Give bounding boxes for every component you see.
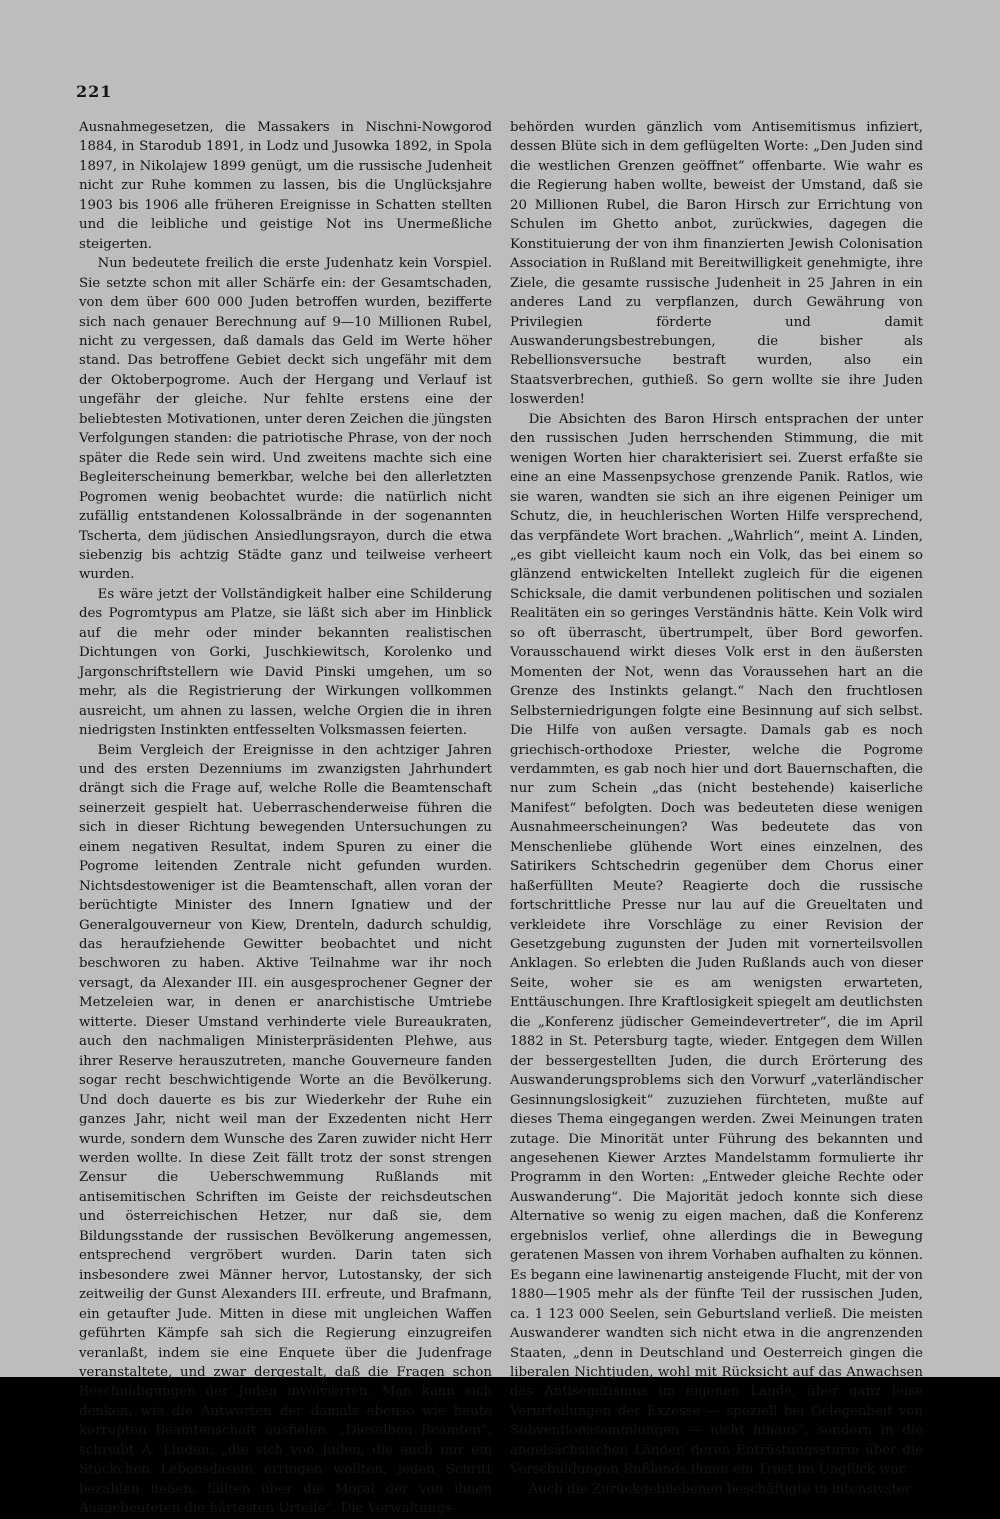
- page-number: 221: [76, 82, 113, 101]
- paragraph: Beim Vergleich der Ereignisse in den achtziger Jahren und des ersten Dezenniums im zwanzigsten Jahrhundert drängt sich die Frage auf, welche Rolle die Beamtenschaft seinerzeit gespielt hat. Ueberraschenderweise führen die sich in dieser Richtung bewegenden Untersuchungen zu einem negativen Resultat, indem Spuren zu einer die Pogrome leitenden Zentrale nicht gefunden wurden. Nichtsdestoweniger ist die Beamtenschaft, allen voran der berüchtigte Minister des Innern Ignatiew und der Generalgouverneur von Kiew, Drenteln, dadurch schuldig, das heraufziehende Gewitter beobachtet und nicht beschworen zu haben. Aktive Teilnahme war ihr noch versagt, da Alexander III. ein ausgesprochener Gegner der Metzeleien war, in denen er anarchistische Umtriebe witterte. Dieser Umstand verhinderte viele Bureaukraten, auch den nachmaligen Ministerpräsidenten Plehwe, aus ihrer Reserve herauszutreten, manche Gouverneure fanden sogar recht beschwichtigende Worte an die Bevölkerung. Und doch dauerte es bis zur Wiederkehr der Ruhe ein ganzes Jahr, nicht weil man der Exzedenten nicht Herr wurde, sondern dem Wunsche des Zaren zuwider nicht Herr werden wollte. In diese Zeit fällt trotz der sonst strengen Zensur die Ueberschwemmung Rußlands mit antisemitischen Schriften im Geiste der reichsdeutschen und österreichischen Hetzer, nur daß sie, dem Bildungsstande der russischen Bevölkerung angemessen, entsprechend vergröbert wurden. Darin taten sich insbesondere zwei Männer hervor, Lutostansky, der sich zeitweilig der Gunst Alexanders III. erfreute, und Brafmann, ein getaufter Jude. Mitten in diese mit ungleichen Waffen geführten Kämpfe sah sich die Regierung einzugreifen veranlaßt, indem sie eine Enquete über die Judenfrage veranstaltete, und zwar dergestalt, daß die Fragen schon Beschuldigungen der Juden involvierten. Man kann sich denken, wie die Antworten der damals ebenso wie heute korrupten Beamtenschaft ausfielen. „Dieselben Beamten“, schreibt A. Linden, „die sich von Juden, die auch nur ein Stückchen Lebensdasein erringen wollten, jeden Schritt bezahlen ließen, fällten über die Moral der von ihnen Ausgebeuteten die härtesten Urteile“. Die Verwaltungs-: [79, 742, 492, 1517]
- text-column-left: [79, 118, 492, 1519]
- paragraph: behörden wurden gänzlich vom Antisemitismus infiziert, dessen Blüte sich in dem geflügelten Worte: „Den Juden sind die westlichen Grenzen geöffnet“ offenbarte. Wie wahr es die Regierung haben wollte, beweist der Umstand, daß sie 20 Millionen Rubel, die Baron Hirsch zur Errichtung von Schulen im Ghetto anbot, zurückwies, dagegen die Konstituierung der von ihm finanzierten Jewish Colonisation Association in Rußland mit Bereitwilligkeit genehmigte, ihre Ziele, die gesamte russische Judenheit in 25 Jahren in ein anderes Land zu verpflanzen, durch Gewährung von Privilegien förderte und damit Auswanderungsbestrebungen, die bisher als Rebellionsversuche bestraft wurden, also ein Staatsverbrechen, guthieß. So gern wollte sie ihre Juden loswerden!: [510, 120, 923, 408]
- paragraph: Es wäre jetzt der Vollständigkeit halber eine Schilderung des Pogromtypus am Platze, sie läßt sich aber im Hinblick auf die mehr oder minder bekannten realistischen Dichtungen von Gorki, Juschkiewitsch, Korolenko und Jargonschriftstellern wie David Pinski umgehen, um so mehr, als die Registrierung der Wirkungen vollkommen ausreicht, um ahnen zu lassen, welche Orgien die in ihren niedrigsten Instinkten entfesselten Volksmassen feierten.: [79, 586, 492, 739]
- text-column-right: [510, 118, 923, 1499]
- paragraph: Die Absichten des Baron Hirsch entsprachen der unter den russischen Juden herrschenden Stimmung, die mit wenigen Worten hier charakterisiert sei. Zuerst erfaßte sie eine an eine Massenpsychose grenzende Panik. Ratlos, wie sie waren, wandten sie sich an ihre eigenen Peiniger um Schutz, die, in heuchlerischen Worten Hilfe versprechend, das verpfändete Wort brachen. „Wahrlich“, meint A. Linden, „es gibt vielleicht kaum noch ein Volk, das bei einem so glänzend entwickelten Intellekt zugleich für die eigenen Schicksale, die damit verbundenen politischen und sozialen Realitäten ein so geringes Verständnis hätte. Kein Volk wird so oft überrascht, übertrumpelt, über Bord geworfen. Vorausschauend wirkt dieses Volk erst in den äußersten Momenten der Not, wenn das Voraussehen hart an die Grenze des Instinkts gelangt.“ Nach den fruchtlosen Selbsterniedrigungen folgte eine Besinnung auf sich selbst. Die Hilfe von außen versagte. Damals gab es noch griechisch-orthodoxe Priester, welche die Pogrome verdammten, es gab noch hier und dort Bauernschaften, die nur zum Schein „das (nicht bestehende) kaiserliche Manifest“ befolgten. Doch was bedeuteten diese wenigen Ausnahmeerscheinungen? Was bedeutete das von Menschenliebe glühende Wort eines einzelnen, des Satirikers Schtschedrin gegenüber dem Chorus einer haßerfüllten Meute? Reagierte doch die russische fortschrittliche Presse nur lau auf die Greueltaten und verkleidete ihre Vorschläge zu einer Revision der Gesetzgebung zugunsten der Juden mit vornerteilsvollen Anklagen. So erlebten die Juden Rußlands auch von dieser Seite, woher sie es am wenigsten erwarteten, Enttäuschungen. Ihre Kraftlosigkeit spiegelt am deutlichsten die „Konferenz jüdischer Gemeindevertreter“, die im April 1882 in St. Petersburg tagte, wieder. Entgegen dem Willen der bessergestellten Juden, die durch Erörterung des Auswanderungsproblems sich den Vorwurf „vaterländischer Gesinnungslosigkeit“ zuzuziehen fürchteten, mußte auf dieses Thema eingegangen werden. Zwei Meinungen traten zutage. Die Minorität unter Führung des bekannten und angesehenen Kiewer Arztes Mandelstamm formulierte ihr Programm in den Worten: „Entweder gleiche Rechte oder Auswanderung“. Die Majorität jedoch konnte sich diese Alternative so wenig zu eigen machen, daß die Konferenz ergebnislos verlief, ohne allerdings die in Bewegung geratenen Massen von ihrem Vorhaben aufhalten zu können. Es begann eine lawinenartig ansteigende Flucht, mit der von 1880—1905 mehr als der fünfte Teil der russischen Juden, ca. 1 123 000 Seelen, sein Geburtsland verließ. Die meisten Auswanderer wandten sich nicht etwa in die angrenzenden Staaten, „denn in Deutschland und Oesterreich gingen die liberalen Nichtjuden, wohl mit Rücksicht auf das Anwachsen des Antisemitismus im eigenen Lande, über ganz leise Verurteilungen der Exzesse — speziell bei Gelegenheit von Subventionssammlungen — nicht hinaus“, sondern in die angelsächsischen Länder, deren Entrüstungssturm über die Verschuldungen Rußlands ihnen ein Trost im Unglück war.: [510, 411, 923, 1478]
- paragraph: Ausnahmegesetzen, die Massakers in Nischni-Nowgorod 1884, in Starodub 1891, in Lodz und Jusowka 1892, in Spola 1897, in Nikolajew 1899 genügt, um die russische Judenheit nicht zur Ruhe kommen zu lassen, bis die Unglücksjahre 1903 bis 1906 alle früheren Ereignisse in Schatten stellten und die leibliche und geistige Not ins Unermeßliche steigerten.: [79, 120, 492, 252]
- paragraph: Nun bedeutete freilich die erste Judenhatz kein Vorspiel. Sie setzte schon mit aller Schärfe ein: der Gesamtschaden, von dem über 600 000 Juden betroffen wurden, bezifferte sich nach genauer Berechnung auf 9—10 Millionen Rubel, nicht zu vergessen, daß damals das Geld im Werte höher stand. Das betroffene Gebiet deckt sich ungefähr mit dem der Oktoberpogrome. Auch der Hergang und Verlauf ist ungefähr der gleiche. Nur fehlte erstens eine der beliebtesten Motivationen, unter deren Zeichen die jüngsten Verfolgungen standen: die patriotische Phrase, von der noch später die Rede sein wird. Und zweitens machte sich eine Begleiterscheinung bemerkbar, welche bei den allerletzten Pogromen wenig beobachtet wurde: die natürlich nicht zufällig entstandenen Kolossalbrände in der sogenannten Tscherta, dem jüdischen Ansiedlungsrayon, durch die etwa siebenzig bis achtzig Städte ganz und teilweise verheert wurden.: [79, 256, 492, 583]
- paragraph: Auch die Zurückgebliebenen beschäftigte in intensivster: [528, 1481, 912, 1497]
